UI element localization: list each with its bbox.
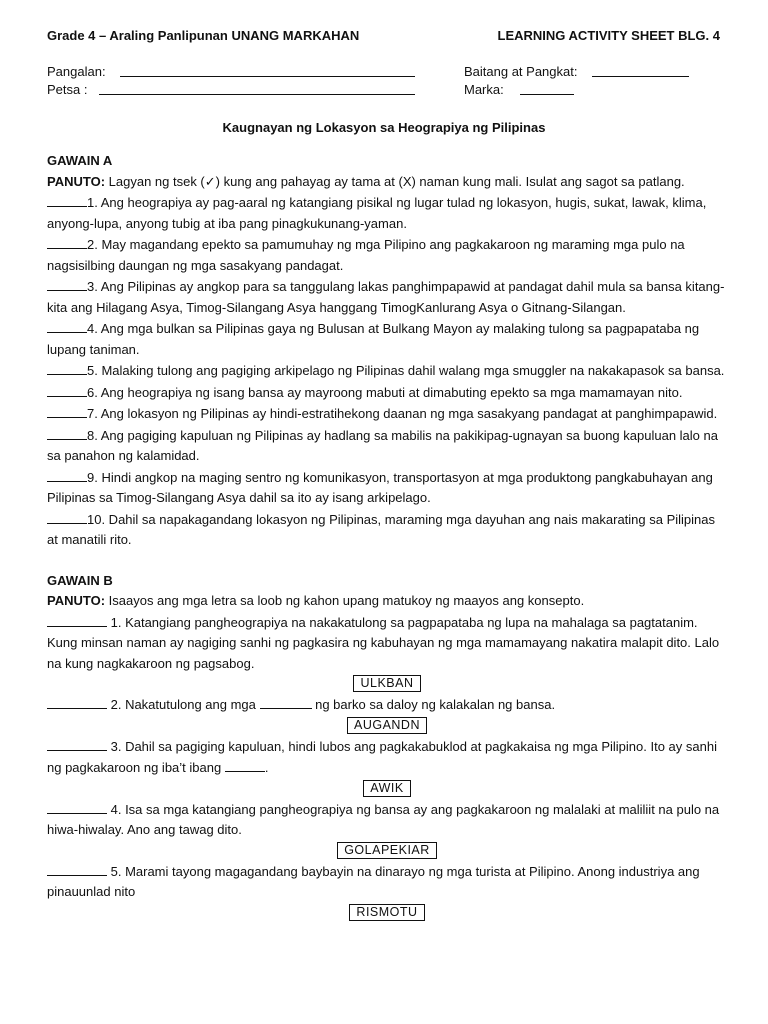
- item-text: 8. Ang pagiging kapuluan ng Pilipinas ay hadlang sa mabilis na pakikipag-ugnayan sa buong kapuluan lalo na sa panahon ng kalamidad.: [47, 427, 718, 463]
- item-text-after: .: [264, 760, 269, 775]
- page-title: Kaugnayan ng Lokasyon sa Heograpiya ng Pilipinas: [222, 120, 546, 135]
- scrambled-word-box: AWIK: [363, 780, 410, 797]
- item-text: 3. Dahil sa pagiging kapuluan, hindi lubos ang pagkakabuklod at pagkakaisa ng mga Pilipino. Ito ay sanhi ng pagkakaroon ng iba’t ibang: [47, 738, 717, 775]
- petsa-line[interactable]: [99, 80, 415, 95]
- answer-blank[interactable]: [47, 234, 87, 249]
- gawain-b-instructions: [47, 591, 727, 612]
- item-text: 2. May magandang epekto sa pamumuhay ng mga Pilipino ang pagkakaroon ng maraming mga pulo na nagsisilbing daungan ng mga sasakyang pandagat.: [47, 237, 685, 273]
- pangalan-line[interactable]: [120, 62, 415, 77]
- gawain-b-heading: GAWAIN B: [47, 572, 113, 588]
- item-text: 9. Hindi angkop na maging sentro ng komunikasyon, transportasyon at mga produktong pangkabuhayan ang Pilipinas sa Timog-Silangang Asya dahil sa ito ay isang arkipelago.: [47, 469, 713, 505]
- gawain-b-item: [47, 612, 727, 675]
- panuto-text: Lagyan ng tsek (✓) kung ang pahayag ay tama at (X) naman kung mali. Isulat ang sagot sa patlang.: [105, 173, 685, 189]
- gawain-a-items: [47, 192, 727, 551]
- marka-field[interactable]: [464, 80, 504, 101]
- scrambled-word-row: [47, 779, 727, 799]
- scrambled-word-box: ULKBAN: [353, 675, 420, 692]
- petsa-field[interactable]: [47, 80, 87, 101]
- answer-blank[interactable]: [47, 425, 87, 440]
- item-text: 5. Marami tayong magagandang baybayin na dinarayo ng mga turista at Pilipino. Anong industriya ang pinauunlad nito: [47, 863, 700, 899]
- item-text: 4. Ang mga bulkan sa Pilipinas gaya ng Bulusan at Bulkang Mayon ay malaking tulong sa pagpapataba ng lupang taniman.: [47, 321, 700, 357]
- item-text: 1. Ang heograpiya ay pag-aaral ng katangiang pisikal ng lugar tulad ng lokasyon, hugis, sukat, lawak, klima, anyong-lupa, anyong tubig at iba pang pinagkukunang-yaman.: [47, 195, 707, 231]
- panuto-text: Isaayos ang mga letra sa loob ng kahon upang matukoy ng maayos ang konsepto.: [105, 593, 585, 608]
- answer-blank[interactable]: [47, 382, 87, 397]
- answer-blank[interactable]: [47, 467, 87, 482]
- item-text: 6. Ang heograpiya ng isang bansa ay mayroong mabuti at dimabuting epekto sa mga mamamayan nito.: [87, 384, 683, 400]
- panuto-label: PANUTO:: [47, 173, 106, 189]
- answer-blank[interactable]: [47, 612, 107, 627]
- panuto-label: PANUTO:: [47, 593, 106, 608]
- baitang-line[interactable]: [592, 62, 689, 77]
- scrambled-word-box: GOLAPEKIAR: [337, 842, 437, 859]
- scrambled-word-row: [47, 716, 727, 736]
- gawain-a-item: [47, 276, 727, 318]
- item-text: 2. Nakatutulong ang mga: [107, 697, 260, 712]
- answer-blank[interactable]: [47, 799, 107, 814]
- item-text-after: ng barko sa daloy ng kalakalan ng bansa.: [311, 697, 556, 712]
- activity-content: [47, 151, 727, 923]
- gawain-a-instructions: [47, 172, 727, 193]
- answer-blank[interactable]: [47, 360, 87, 375]
- petsa-label: Petsa :: [47, 82, 88, 97]
- item-text: 10. Dahil sa napakagandang lokasyon ng Pilipinas, maraming mga dayuhan ang nais makarating sa Pilipinas at manatili rito.: [47, 511, 715, 547]
- gawain-a-item: [47, 425, 727, 467]
- scrambled-word-row: [47, 841, 727, 861]
- baitang-label: Baitang at Pangkat:: [464, 64, 578, 79]
- gawain-b-item: [47, 694, 727, 716]
- gawain-a-item: [47, 192, 727, 234]
- answer-blank[interactable]: [47, 318, 87, 333]
- gawain-b-item: [47, 861, 727, 903]
- gawain-a-item: [47, 318, 727, 360]
- answer-blank[interactable]: [47, 276, 87, 291]
- header-activity-number: LEARNING ACTIVITY SHEET BLG. 4: [497, 28, 720, 43]
- scrambled-word-box: AUGANDN: [347, 717, 427, 734]
- inline-blank[interactable]: [225, 757, 265, 772]
- answer-blank[interactable]: [47, 192, 87, 207]
- answer-blank[interactable]: [47, 694, 107, 709]
- gawain-a-item: [47, 234, 727, 276]
- marka-label: Marka:: [464, 82, 504, 97]
- section-spacer: [47, 551, 727, 571]
- marka-line[interactable]: [520, 80, 574, 95]
- answer-blank[interactable]: [47, 509, 87, 524]
- answer-blank[interactable]: [47, 736, 107, 751]
- answer-blank[interactable]: [47, 403, 87, 418]
- item-text: 3. Ang Pilipinas ay angkop para sa tanggulang lakas panghimpapawid at pandagat dahil mula sa bansa kitang-kita ang Hilagang Asya, Timog-Silangang Asya hanggang TimogKanlurang Asya o Gitnang-Silangan.: [47, 279, 725, 315]
- scrambled-word-row: [47, 674, 727, 694]
- inline-blank[interactable]: [260, 694, 312, 709]
- item-text: 7. Ang lokasyon ng Pilipinas ay hindi-estratihekong daanan ng mga sasakyang pandagat at panghimpapawid.: [87, 406, 718, 421]
- pangalan-label: Pangalan:: [47, 64, 106, 79]
- gawain-b-item: [47, 736, 727, 779]
- gawain-a-item: [47, 467, 727, 509]
- gawain-b-item: [47, 799, 727, 841]
- scrambled-word-box: RISMOTU: [349, 904, 424, 921]
- gawain-a-item: [47, 360, 727, 382]
- gawain-a-item: [47, 382, 727, 404]
- gawain-a-item: [47, 403, 727, 425]
- item-text: 4. Isa sa mga katangiang pangheograpiya ng bansa ay ang pagkakaroon ng malalaki at maliliit na pulo na hiwa-hiwalay. Ano ang tawag dito.: [47, 801, 720, 837]
- item-text: 5. Malaking tulong ang pagiging arkipelago ng Pilipinas dahil walang mga smuggler na nakakapasok sa bansa.: [87, 363, 725, 378]
- answer-blank[interactable]: [47, 861, 107, 876]
- gawain-a-item: [47, 509, 727, 551]
- item-text: 1. Katangiang pangheograpiya na nakakatulong sa pagpapataba ng lupa na mahalaga sa pagtatanim. Kung minsan naman ay nagiging sanhi ng pagkasira ng kabuhayan ng mga mamamayang nakatira malapit dito. Lalo na kung nagkakaroon ng pagsabog.: [47, 614, 720, 671]
- gawain-a-heading: GAWAIN A: [47, 153, 113, 168]
- header-subject: Grade 4 – Araling Panlipunan UNANG MARKAHAN: [47, 28, 360, 43]
- scrambled-word-row: [47, 903, 727, 923]
